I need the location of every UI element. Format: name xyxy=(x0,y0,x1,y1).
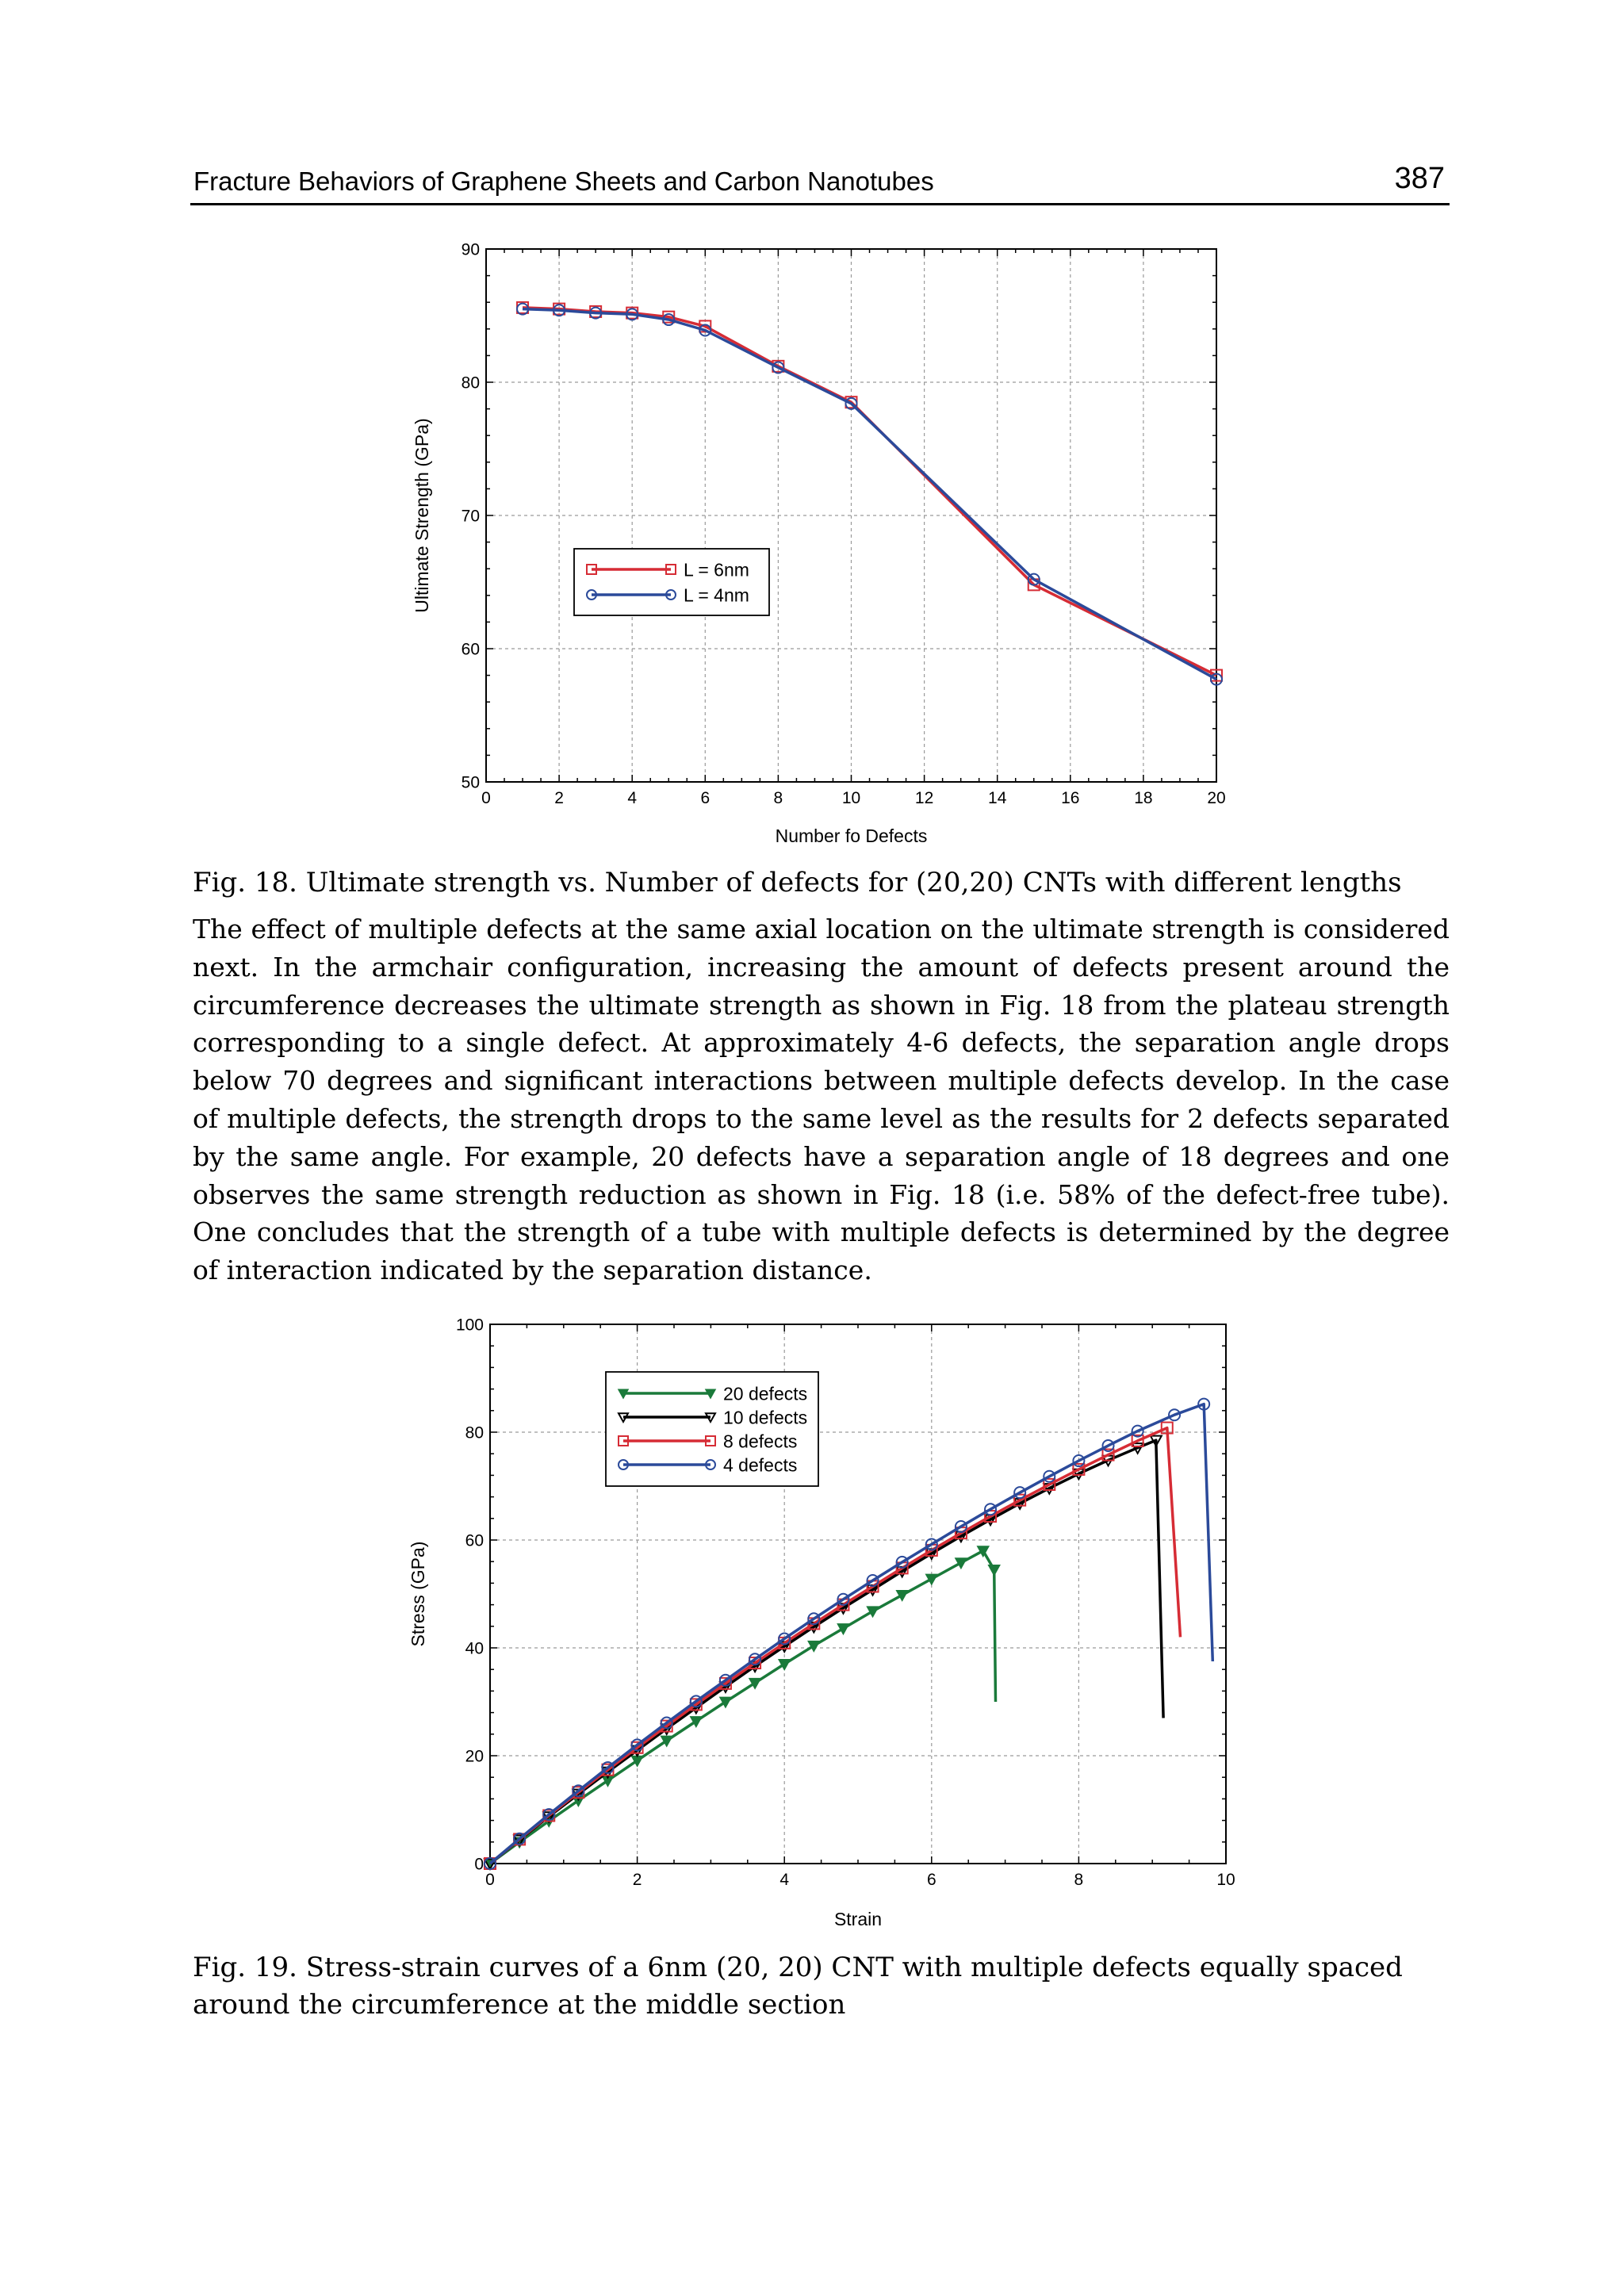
y-tick-label: 90 xyxy=(461,240,480,259)
x-tick-label: 20 xyxy=(1207,789,1226,807)
x-tick-label: 8 xyxy=(773,789,783,807)
y-tick-label: 20 xyxy=(465,1747,484,1766)
y-axis-label: Stress (GPa) xyxy=(408,1541,428,1647)
x-tick-label: 6 xyxy=(926,1871,936,1889)
x-tick-label: 4 xyxy=(779,1871,790,1889)
legend-label: 4 defects xyxy=(723,1454,798,1476)
legend-label: L = 4nm xyxy=(684,584,749,606)
y-tick-label: 0 xyxy=(474,1855,484,1874)
y-tick-label: 100 xyxy=(455,1316,484,1335)
series-20-defects xyxy=(485,1546,1000,1869)
page-number: 387 xyxy=(1394,162,1445,195)
x-tick-label: 18 xyxy=(1134,789,1153,807)
series-line xyxy=(490,1551,996,1864)
x-tick-label: 2 xyxy=(554,789,564,807)
data-point xyxy=(956,1558,967,1569)
x-tick-label: 8 xyxy=(1074,1871,1084,1889)
x-axis-label: Number fo Defects xyxy=(775,826,928,846)
series-line xyxy=(490,1428,1181,1864)
data-point xyxy=(837,1624,848,1634)
series-line xyxy=(490,1404,1212,1864)
legend-label: 8 defects xyxy=(723,1431,798,1452)
series-8-defects xyxy=(485,1423,1181,1869)
y-tick-label: 70 xyxy=(461,507,480,526)
y-tick-label: 80 xyxy=(465,1423,484,1442)
data-point xyxy=(897,1591,908,1601)
figure-19-caption-line-2: around the circumference at the middle section xyxy=(193,1989,846,2021)
legend-label: 20 defects xyxy=(723,1383,808,1404)
data-point xyxy=(989,1565,1000,1576)
x-tick-label: 10 xyxy=(841,789,861,807)
x-tick-label: 6 xyxy=(700,789,710,807)
running-title: Fracture Behaviors of Graphene Sheets and Carbon Nanotubes xyxy=(193,167,934,196)
legend xyxy=(606,1372,818,1486)
x-tick-label: 0 xyxy=(481,789,491,807)
x-tick-label: 4 xyxy=(627,789,638,807)
y-axis-label: Ultimate Strength (GPa) xyxy=(412,418,432,613)
x-axis-label: Strain xyxy=(833,1909,883,1929)
y-tick-label: 50 xyxy=(461,773,480,792)
x-tick-label: 14 xyxy=(988,789,1007,807)
figure-19-caption xyxy=(193,1949,1454,2024)
figure-19-caption-line-1: Fig. 19. Stress-strain curves of a 6nm (20, 20) CNT with multiple defects equally spaced xyxy=(193,1952,1403,1983)
x-tick-label: 16 xyxy=(1061,789,1080,807)
y-tick-label: 60 xyxy=(465,1531,484,1550)
data-point xyxy=(868,1607,879,1617)
data-point xyxy=(926,1574,937,1584)
x-tick-label: 0 xyxy=(485,1871,495,1889)
series-10-defects xyxy=(485,1436,1163,1869)
series-4-defects xyxy=(485,1399,1212,1869)
x-tick-label: 12 xyxy=(914,789,934,807)
x-tick-label: 10 xyxy=(1216,1871,1235,1889)
y-tick-label: 40 xyxy=(465,1639,484,1658)
paragraph-text: The effect of multiple defects at the same axial location on the ultimate strength is considered next. In the armchair configuration, increasing the amount of defects present around the circumference decreases the ultimate strength as shown in Fig. 18 from the plateau strength corresponding to a single defect. At approximately 4-6 defects, the separation angle drops below 70 degrees and significant interactions between multiple defects develop. In the case of multiple defects, the strength drops to the same level as the results for 2 defects separated by the same angle. For example, 20 defects have a separation angle of 18 degrees and one observes the same strength reduction as shown in Fig. 18 (i.e. 58% of the defect-free tube). One concludes that the strength of a tube with multiple defects is determined by the degree of interaction indicated by the separation distance. xyxy=(193,914,1450,1286)
y-tick-label: 60 xyxy=(461,640,480,659)
figure-18-caption: Fig. 18. Ultimate strength vs. Number of defects for (20,20) CNTs with different lengths xyxy=(193,867,1402,898)
legend-label: L = 6nm xyxy=(684,559,749,580)
y-tick-label: 80 xyxy=(461,374,480,393)
legend-label: 10 defects xyxy=(723,1407,808,1428)
x-tick-label: 2 xyxy=(632,1871,642,1889)
series-line xyxy=(490,1440,1163,1864)
